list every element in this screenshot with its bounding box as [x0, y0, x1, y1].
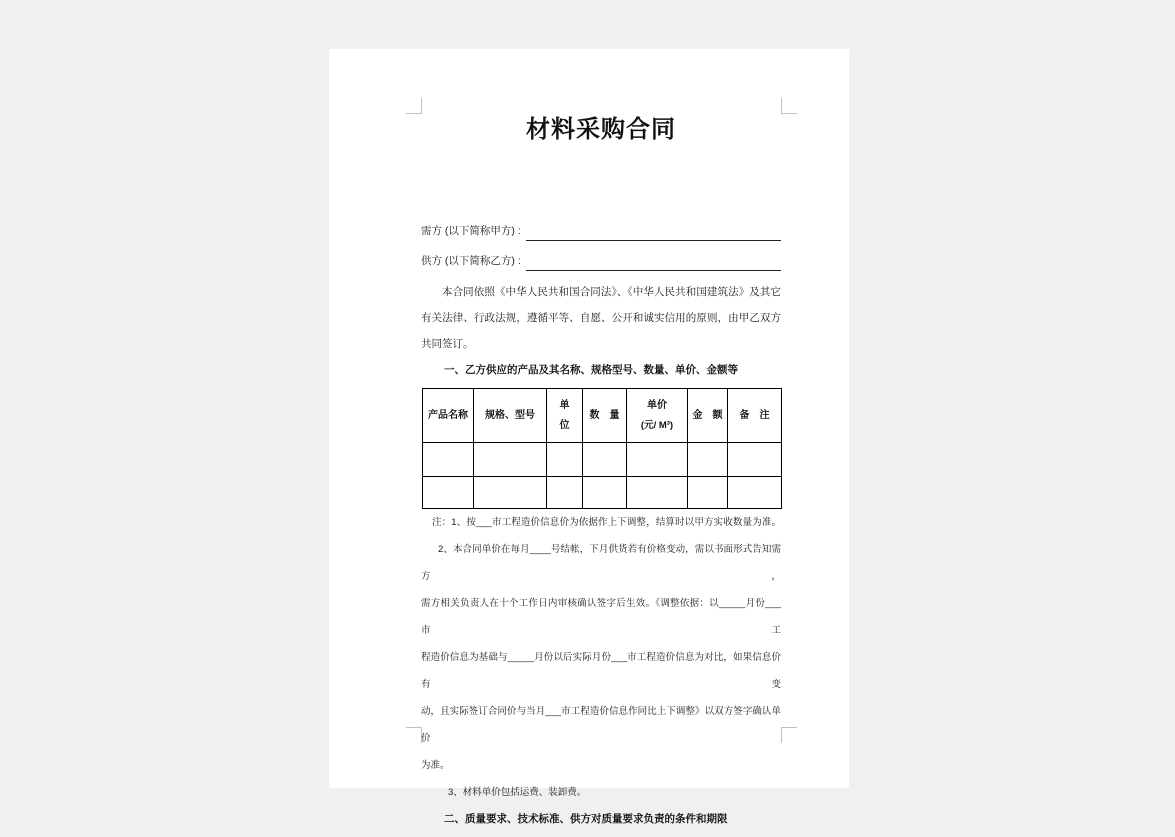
note-line: 2、本合同单价在每月____号结帐，下月供货若有价格变动，需以书面形式告知需方，: [421, 544, 781, 582]
margin-crop-mark-bottom-right: [781, 727, 797, 743]
col-header-amount: [688, 389, 728, 443]
demander-label: 需方 (以下简称甲方) :: [421, 225, 521, 237]
empty-cell[interactable]: [474, 477, 547, 509]
header-label: 备 注: [739, 409, 770, 421]
margin-crop-mark-top-left: [406, 98, 422, 114]
supplier-label: 供方 (以下简称乙方) :: [421, 255, 521, 267]
table-row: [423, 443, 782, 477]
empty-cell[interactable]: [583, 477, 627, 509]
empty-cell[interactable]: [627, 477, 688, 509]
intro-line: 本合同依照《中华人民共和国合同法》、《中华人民共和国建筑法》及其它: [442, 286, 781, 298]
supplier-row: [421, 250, 781, 272]
note-line: 需方相关负责人在十个工作日内审核确认签字后生效。《调整依据：以_____月份___市工: [421, 598, 781, 636]
intro-line: 共同签订。: [421, 338, 474, 350]
col-header-unit: [547, 389, 583, 443]
empty-cell[interactable]: [423, 443, 474, 477]
empty-cell[interactable]: [474, 443, 547, 477]
header-label: 金 额: [692, 409, 723, 421]
empty-cell[interactable]: [728, 477, 782, 509]
demander-blank-line[interactable]: [526, 220, 781, 241]
col-header-remarks: [728, 389, 782, 443]
product-table: [422, 388, 782, 509]
section1-heading: 一、乙方供应的产品及其名称、规格型号、数量、单价、金额等: [444, 364, 738, 376]
col-header-product-name: [423, 389, 474, 443]
empty-cell[interactable]: [547, 477, 583, 509]
header-label: 数 量: [589, 409, 620, 421]
table-row: [423, 477, 782, 509]
margin-crop-mark-bottom-left: [406, 727, 422, 743]
note-line: 注：1、按___市工程造价信息价为依据作上下调整，结算时以甲方实收数量为准。: [432, 517, 781, 528]
empty-cell[interactable]: [547, 443, 583, 477]
header-label: 单: [559, 399, 570, 411]
empty-cell[interactable]: [583, 443, 627, 477]
empty-cell[interactable]: [688, 477, 728, 509]
document-page[interactable]: [329, 49, 849, 825]
notes-block: [421, 509, 781, 806]
document-title: 材料采购合同: [526, 116, 676, 143]
note-line: 为准。: [421, 760, 450, 771]
empty-cell[interactable]: [423, 477, 474, 509]
note-line: 程造价信息为基础与_____月份以后实际月份___市工程造价信息为对比，如果信息价有变: [421, 652, 781, 690]
intro-line: 有关法律、行政法规，遵循平等、自愿、公开和诚实信用的原则，由甲乙双方: [421, 312, 781, 324]
col-header-unit-price: [627, 389, 688, 443]
header-label: (元/ M³): [640, 419, 674, 431]
header-label: 单价: [647, 399, 667, 411]
section2-heading: 二、质量要求、技术标准、供方对质量要求负责的条件和期限: [444, 813, 728, 825]
margin-crop-mark-top-right: [781, 98, 797, 114]
empty-cell[interactable]: [728, 443, 782, 477]
header-label: 规格、型号: [485, 409, 535, 421]
note-line: 动，且实际签订合同价与当月___市工程造价信息作同比上下调整》以双方签字确认单价: [421, 706, 781, 744]
empty-cell[interactable]: [627, 443, 688, 477]
header-label: 位: [559, 419, 570, 431]
col-header-spec-model: [474, 389, 547, 443]
table-header-row: [423, 389, 782, 443]
document-content: [421, 49, 781, 832]
supplier-blank-line[interactable]: [526, 250, 781, 271]
col-header-quantity: [583, 389, 627, 443]
note-line: 3、材料单价包括运费、装卸费。: [448, 787, 587, 798]
demander-row: [421, 220, 781, 242]
empty-cell[interactable]: [688, 443, 728, 477]
intro-paragraph: [421, 279, 781, 357]
header-label: 产品名称: [428, 409, 468, 421]
